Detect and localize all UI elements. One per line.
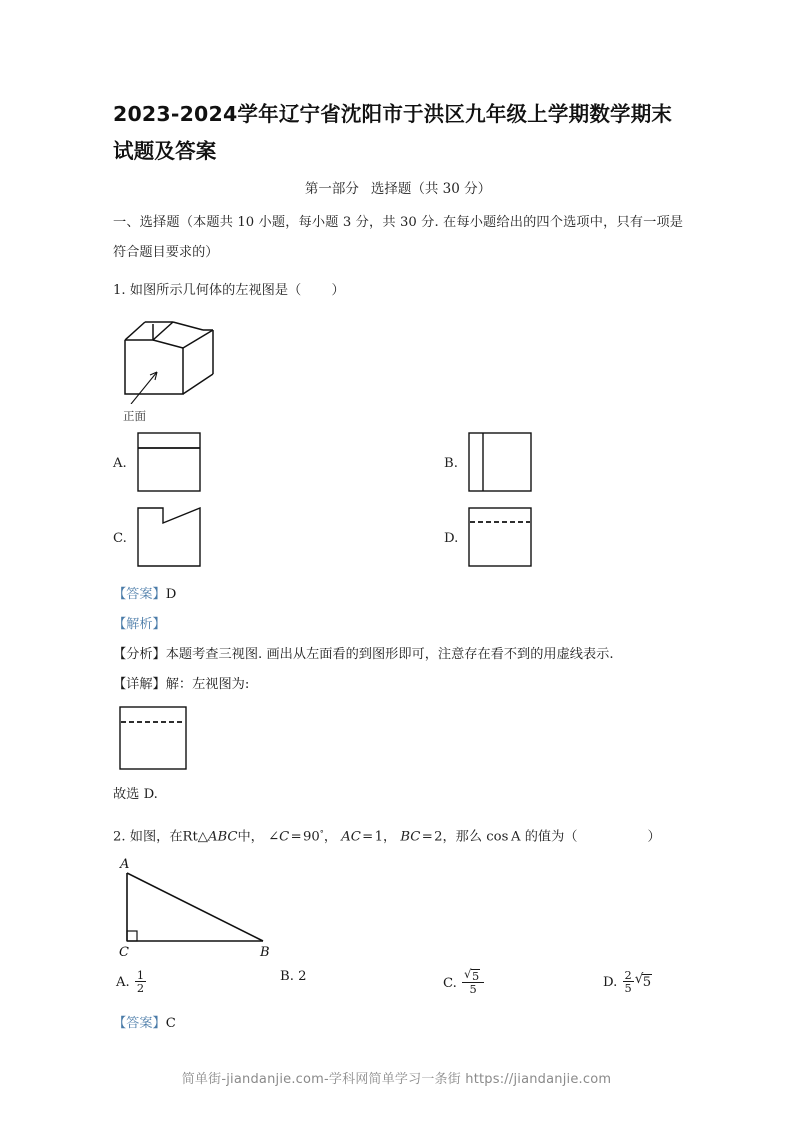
segment-ac: AC	[341, 829, 361, 845]
page-content	[113, 96, 683, 1039]
question-2-answer	[113, 1009, 683, 1039]
q2-answer-label: 【答案】	[113, 1015, 166, 1031]
rt-symbol: Rt	[182, 829, 198, 845]
question-1-text: 如图所示几何体的左视图是（	[129, 283, 302, 298]
sqrt-radical-c: √ 5	[464, 969, 482, 982]
explain-label: 【解析】	[113, 617, 166, 632]
detail-label: 【详解】	[113, 677, 166, 692]
question-2-paren-close: ）	[647, 829, 661, 845]
abc-label: ABC	[207, 829, 238, 845]
q2-option-c-value: √ $\frac{5}{5}$	[462, 969, 484, 996]
page-footer-watermark: 简单街-jiandanjie.com-学科网简单学习一条街 https://jiandanjie.com	[181, 1072, 612, 1087]
option-c-label: C.	[113, 530, 127, 546]
section-part-label: 第一部分	[304, 181, 359, 197]
vertex-a-label: A	[120, 856, 130, 872]
question-2-stem	[113, 818, 683, 853]
q2-option-c-label: C.	[443, 975, 457, 991]
q2-option-b-label: B.	[280, 968, 294, 984]
question-1-paren-close: ）	[331, 283, 345, 298]
option-b[interactable]	[444, 432, 534, 494]
cos-operator: cos	[486, 829, 509, 845]
question-1-detail	[113, 670, 683, 700]
q2-option-a-value: $\frac{1}{2}$	[136, 967, 145, 995]
degree-symbol: °	[319, 828, 324, 838]
q2-option-d-fraction: $\frac{2}{5}$	[624, 967, 632, 995]
equals-3: =	[421, 829, 433, 845]
question-1-stem	[113, 276, 683, 306]
section-heading	[113, 176, 683, 202]
bc-value: 2	[434, 829, 443, 845]
question-2-options	[113, 969, 683, 1009]
q2-answer-value: C	[165, 1015, 176, 1031]
question-1-number: 1.	[113, 283, 126, 298]
section-name-label: 选择题（共 30 分）	[370, 181, 492, 197]
option-b-figure	[468, 432, 534, 494]
question-1-explain-header	[113, 610, 683, 640]
answer-label: 【答案】	[113, 587, 166, 602]
q2-option-d-label: D.	[603, 974, 618, 990]
instructions-paragraph: 一、选择题（本题共 10 小题，每小题 3 分，共 30 分. 在每小题给出的四个选项中，只有一项是符合题目要求的）	[113, 215, 683, 260]
left-view-figure	[119, 706, 189, 772]
q2-option-b-value: 2	[298, 968, 307, 984]
equals-1: =	[290, 829, 302, 845]
right-angle-marker	[127, 931, 137, 941]
front-face-label: 正面	[123, 409, 146, 423]
question-1-answer	[113, 580, 683, 610]
option-a[interactable]	[113, 432, 203, 494]
vertex-c-label: C	[119, 944, 129, 960]
front-direction-arrow	[131, 372, 157, 404]
option-c[interactable]	[113, 507, 203, 569]
detail-text: 解：左视图为:	[165, 677, 250, 692]
q2-option-c[interactable]	[443, 969, 485, 996]
option-a-label: A.	[113, 455, 127, 471]
question-2-triangle-figure	[115, 855, 683, 965]
option-a-figure	[137, 432, 203, 494]
q2-option-a[interactable]	[116, 969, 147, 995]
q2-option-a-label: A.	[116, 974, 130, 990]
angle-a: A	[510, 829, 521, 845]
angle-value: 90	[302, 829, 320, 845]
equals-2: =	[362, 829, 374, 845]
question-2-text-2: 中，	[237, 829, 264, 845]
question-1-conclusion: 故选 D.	[113, 787, 158, 802]
segment-bc: BC	[400, 829, 421, 845]
q2-option-d[interactable]	[603, 969, 654, 995]
triangle-symbol: △	[197, 829, 208, 845]
notched-cube-svg	[117, 312, 227, 404]
question-2-text-5: ，那么	[442, 829, 483, 845]
page-title: 2023-2024学年辽宁省沈阳市于洪区九年级上学期数学期末试题及答案	[113, 102, 673, 163]
option-d[interactable]	[444, 507, 534, 569]
question-2-text-3: ，	[323, 829, 338, 845]
q2-option-b[interactable]	[280, 969, 306, 984]
question-2-text-6: 的值为（	[524, 829, 578, 845]
option-d-label: D.	[444, 530, 459, 546]
question-2-text-4: ，	[382, 829, 397, 845]
ac-value: 1	[374, 829, 383, 845]
angle-symbol: ∠	[268, 829, 280, 845]
analysis-text: 本题考查三视图. 画出从左面看的到图形即可，注意存在看不到的用虚线表示.	[165, 647, 614, 662]
option-d-figure	[468, 507, 534, 569]
angle-c: C	[279, 829, 290, 845]
vertex-b-label: B	[260, 944, 270, 960]
option-b-label: B.	[444, 455, 458, 471]
question-1-analysis	[113, 640, 683, 670]
question-2-text-1: 如图，在	[129, 829, 183, 845]
right-triangle-svg	[115, 855, 295, 961]
option-c-figure	[137, 507, 203, 569]
analysis-label: 【分析】	[113, 647, 166, 662]
question-1-solid-figure	[117, 312, 683, 424]
question-2-number: 2.	[113, 829, 126, 845]
question-1-solution-figure	[119, 706, 683, 776]
question-1-options	[113, 432, 683, 580]
question-1-answer-value: D	[165, 587, 177, 602]
sqrt-radical-d: √ 5	[635, 974, 654, 990]
